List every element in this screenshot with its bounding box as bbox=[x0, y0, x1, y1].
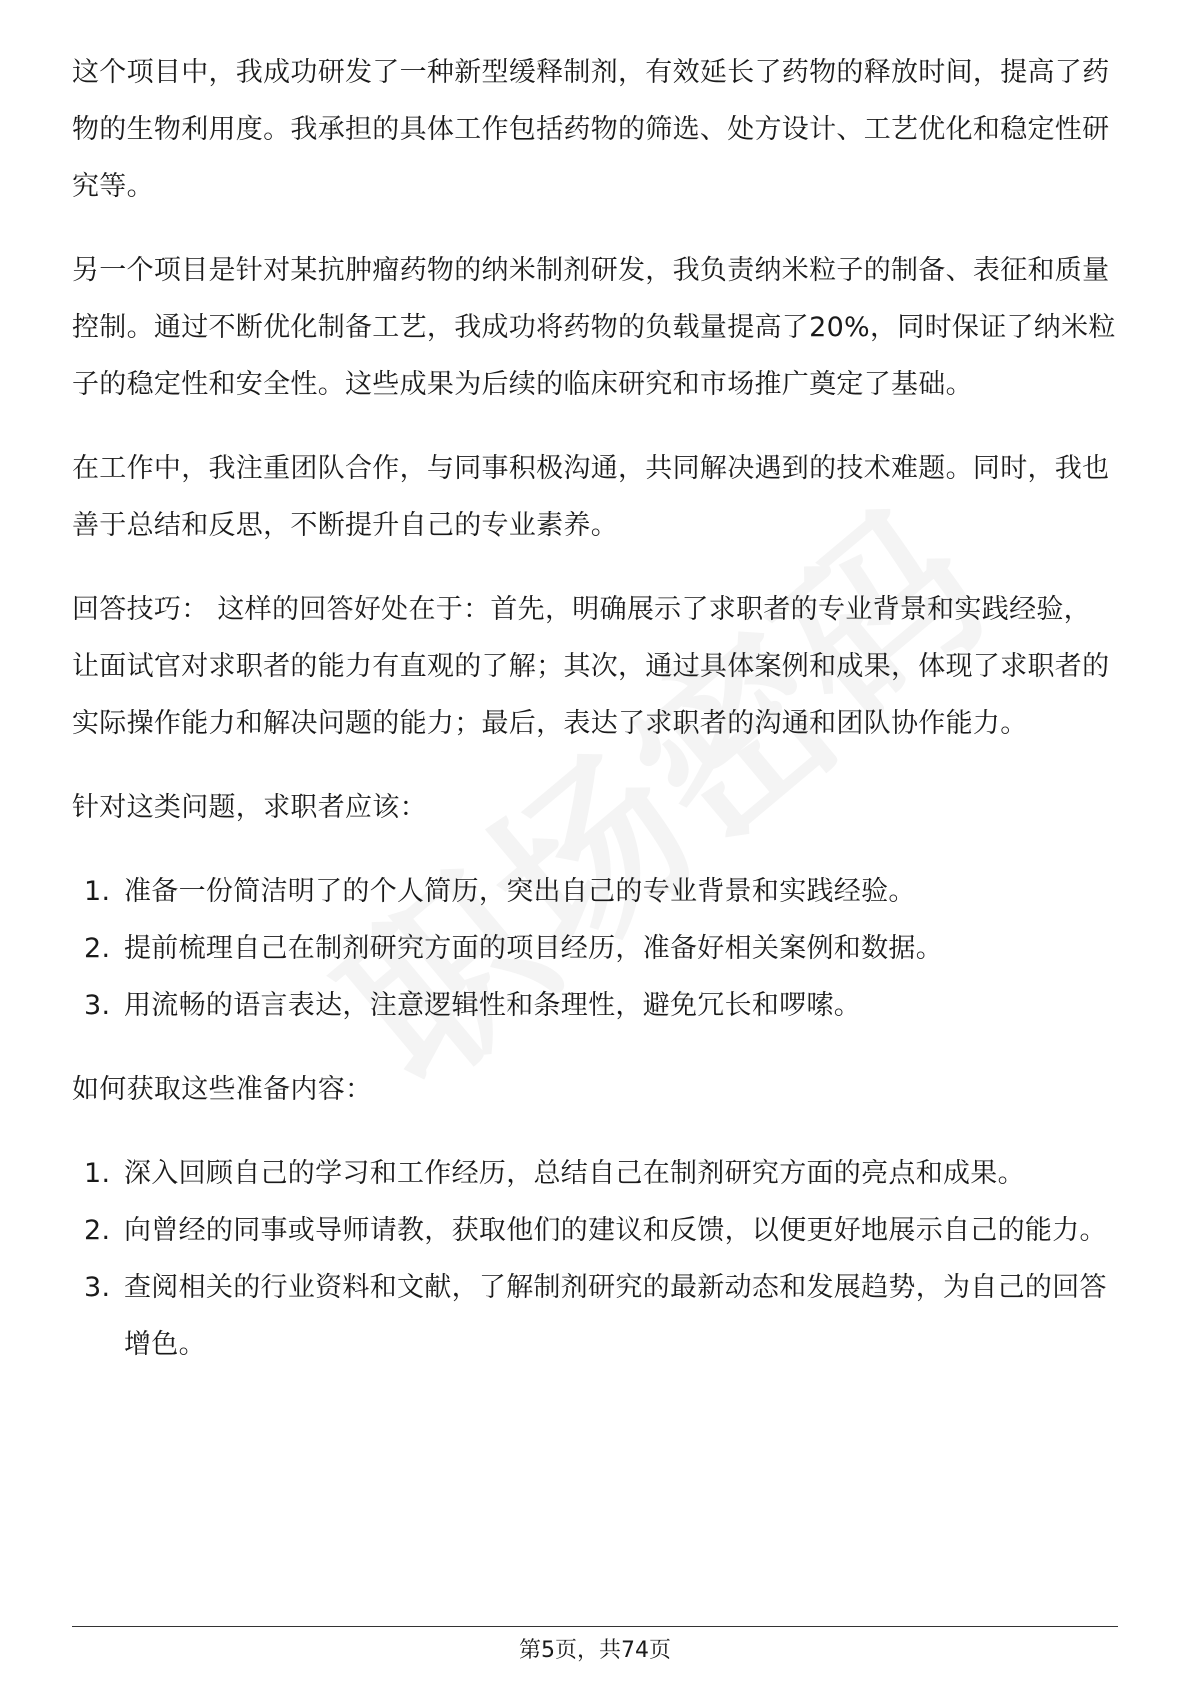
list-number: 1. bbox=[84, 876, 111, 907]
paragraph-answer-tips: 回答技巧： 这样的回答好处在于：首先，明确展示了求职者的专业背景和实践经验，让面试官对求职者的能力有直观的了解；其次，通过具体案例和成果，体现了求职者的实际操作能力和解决问题的能力；最后，表达了求职者的沟通和团队协作能力。 bbox=[72, 594, 1110, 739]
advice-list bbox=[72, 863, 1118, 1034]
paragraph-advice-heading: 针对这类问题，求职者应该： bbox=[72, 792, 427, 823]
list-item-text: 深入回顾自己的学习和工作经历，总结自己在制剂研究方面的亮点和成果。 bbox=[124, 1158, 1025, 1189]
list-number: 3. bbox=[84, 1272, 111, 1303]
document-body bbox=[72, 44, 1118, 1400]
footer-divider bbox=[72, 1626, 1118, 1627]
list-item-text: 查阅相关的行业资料和文献，了解制剂研究的最新动态和发展趋势，为自己的回答增色。 bbox=[124, 1272, 1107, 1360]
list-number: 2. bbox=[84, 933, 111, 964]
page-number-footer: 第5页，共74页 bbox=[519, 1638, 671, 1663]
list-item bbox=[72, 977, 1118, 1034]
preparation-list bbox=[72, 1145, 1118, 1373]
list-item-text: 向曾经的同事或导师请教，获取他们的建议和反馈，以便更好地展示自己的能力。 bbox=[124, 1215, 1107, 1246]
list-number: 1. bbox=[84, 1158, 111, 1189]
list-item-text: 提前梳理自己在制剂研究方面的项目经历，准备好相关案例和数据。 bbox=[124, 933, 943, 964]
list-item bbox=[72, 1259, 1118, 1373]
paragraph-project-1: 这个项目中，我成功研发了一种新型缓释制剂，有效延长了药物的释放时间，提高了药物的生物利用度。我承担的具体工作包括药物的筛选、处方设计、工艺优化和稳定性研究等。 bbox=[72, 57, 1110, 202]
paragraph-project-2: 另一个项目是针对某抗肿瘤药物的纳米制剂研发，我负责纳米粒子的制备、表征和质量控制。通过不断优化制备工艺，我成功将药物的负载量提高了20%，同时保证了纳米粒子的稳定性和安全性。这些成果为后续的临床研究和市场推广奠定了基础。 bbox=[72, 255, 1116, 400]
paragraph-teamwork: 在工作中，我注重团队合作，与同事积极沟通，共同解决遇到的技术难题。同时，我也善于总结和反思，不断提升自己的专业素养。 bbox=[72, 453, 1110, 541]
list-item bbox=[72, 863, 1118, 920]
list-item bbox=[72, 1202, 1118, 1259]
list-item-text: 用流畅的语言表达，注意逻辑性和条理性，避免冗长和啰嗦。 bbox=[124, 990, 862, 1021]
list-number: 2. bbox=[84, 1215, 111, 1246]
list-item bbox=[72, 920, 1118, 977]
list-item-text: 准备一份简洁明了的个人简历，突出自己的专业背景和实践经验。 bbox=[124, 876, 916, 907]
paragraph-preparation-heading: 如何获取这些准备内容： bbox=[72, 1074, 373, 1105]
list-item bbox=[72, 1145, 1118, 1202]
list-number: 3. bbox=[84, 990, 111, 1021]
